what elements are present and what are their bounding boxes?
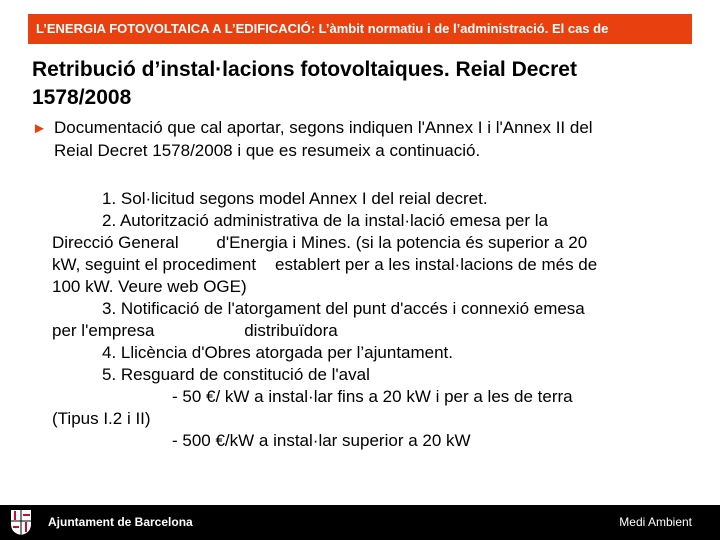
slide-title [32,56,682,112]
footer-department: Medi Ambient [619,515,692,529]
intro-line-2: Reial Decret 1578/2008 i que es resumeix a continuació. [54,141,481,160]
list-item: (Tipus I.2 i II) [52,409,151,428]
title-line-1: Retribució d’instal·lacions fotovoltaiques. Reial Decret [32,58,577,81]
list-item: 4. Llicència d'Obres atorgada per l’ajuntament. [102,343,454,362]
documentation-list [52,188,712,452]
list-item: - 500 €/kW a instal·lar superior a 20 kW [172,431,471,450]
list-item: 1. Sol·licitud segons model Annex I del reial decret. [102,189,488,208]
footer-organization: Ajuntament de Barcelona [48,515,193,529]
header-text: L’ENERGIA FOTOVOLTAICA A L’EDIFICACIÓ: L’àmbit normatiu i de l’administració. El cas de [36,21,609,36]
list-item: 3. Notificació de l'atorgament del punt d'accés i connexió emesa [102,299,585,318]
intro-paragraph [32,117,702,162]
barcelona-coat-of-arms-icon [10,509,32,536]
list-item: - 50 €/ kW a instal·lar fins a 20 kW i per a les de terra [172,387,573,406]
list-item: 5. Resguard de constitució de l'aval [102,365,370,384]
list-item: 100 kW. Veure web OGE) [52,277,247,296]
list-item: 2. Autorització administrativa de la instal·lació emesa per la [102,211,548,230]
header-bar [28,14,692,44]
list-item: kW, seguint el procediment establert per a les instal·lacions de més de [52,255,598,274]
footer-bar [0,505,720,540]
intro-line-1: Documentació que cal aportar, segons indiquen l'Annex I i l'Annex II del [54,118,593,137]
title-line-2: 1578/2008 [32,86,132,109]
bullet-arrow-icon: ► [32,120,47,137]
list-item: Direcció General d'Energia i Mines. (si la potencia és superior a 20 [52,233,588,252]
list-item: per l'empresa distribuïdora [52,321,338,340]
